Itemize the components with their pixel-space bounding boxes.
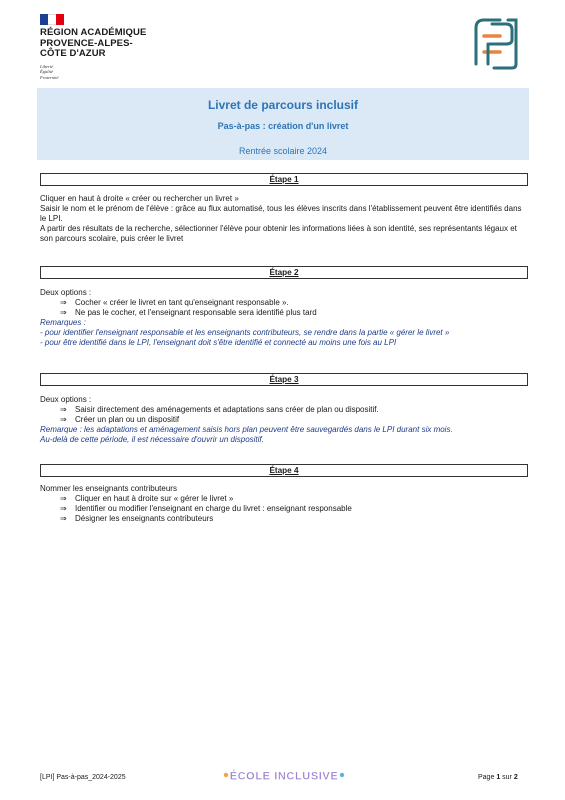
step-1-paragraph: Saisir le nom et le prénom de l'élève : grâce au flux automatisé, tous les élèves inscrits dans l'établissement peuvent être identifiés dans le LPI. <box>40 204 522 223</box>
region-line: PROVENCE-ALPES- <box>40 37 133 49</box>
footer-document-id: [LPI] Pas-à-pas_2024-2025 <box>40 774 126 781</box>
bullet-text: Cliquer en haut à droite sur « gérer le livret » <box>75 494 234 503</box>
arrow-right-icon: ⇒ <box>60 504 67 513</box>
step-4-header <box>40 464 528 477</box>
step-4-bullet <box>40 494 526 504</box>
bullet-text: Identifier ou modifier l'enseignant en charge du livret : enseignant responsable <box>75 504 352 513</box>
step-2-remark: - pour être identifié dans le LPI, l'enseignant doit s'être identifié et connecté au moins une fois au LPI <box>40 338 397 347</box>
bullet-text: Cocher « créer le livret en tant qu'enseignant responsable ». <box>75 298 289 307</box>
arrow-right-icon: ⇒ <box>60 514 67 523</box>
document-subtitle: Pas-à-pas : création d'un livret <box>217 121 349 131</box>
step-2-content <box>40 288 526 348</box>
step-4-label: Étape 4 <box>269 466 299 475</box>
ecole-inclusive-text: ÉCOLE INCLUSIVE <box>229 770 339 783</box>
bullet-text: Ne pas le cocher, et l'enseignant responsable sera identifié plus tard <box>75 308 317 317</box>
page-number <box>478 774 518 781</box>
lpi-logo-icon <box>470 14 522 70</box>
arrow-right-icon: ⇒ <box>60 494 67 503</box>
region-name <box>40 28 146 60</box>
step-4-bullet <box>40 504 526 514</box>
step-3-bullet <box>40 415 526 425</box>
page-prefix: Page <box>478 774 495 781</box>
step-1-label: Étape 1 <box>269 175 299 184</box>
title-box <box>37 88 529 160</box>
step-2-bullet <box>40 308 526 318</box>
step-2-label: Étape 2 <box>269 268 299 277</box>
motto-line: Liberté <box>40 64 53 69</box>
motto-line: Égalité <box>40 69 53 75</box>
step-3-label: Étape 3 <box>269 375 299 384</box>
page-total: 2 <box>513 774 518 781</box>
ecole-inclusive-logo <box>222 767 346 783</box>
bullet-text: Saisir directement des aménagements et adaptations sans créer de plan ou dispositif. <box>75 405 379 414</box>
step-3-remark: Au-delà de cette période, il est nécessaire d'ouvrir un dispositif. <box>40 435 264 444</box>
decor-dot-icon <box>224 773 228 777</box>
step-1-header <box>40 173 528 186</box>
step-3-bullet <box>40 405 526 415</box>
step-3-header <box>40 373 528 386</box>
step-3-intro: Deux options : <box>40 395 92 404</box>
motto-line: Fraternité <box>40 74 59 80</box>
arrow-right-icon: ⇒ <box>60 415 67 424</box>
region-line: CÔTE D'AZUR <box>40 48 106 59</box>
step-4-content <box>40 484 526 524</box>
bullet-text: Désigner les enseignants contributeurs <box>75 514 214 523</box>
document-title: Livret de parcours inclusif <box>207 98 359 112</box>
step-2-remark: - pour identifier l'enseignant responsable et les enseignants contributeurs, se rendre dans la partie « gérer le livret » <box>40 328 450 337</box>
french-flag-icon <box>40 14 64 25</box>
step-2-intro: Deux options : <box>40 288 92 297</box>
step-3-content <box>40 395 526 445</box>
arrow-right-icon: ⇒ <box>60 298 67 307</box>
step-4-bullet <box>40 514 526 524</box>
step-1-paragraph: A partir des résultats de la recherche, sélectionner l'élève pour obtenir les informations liées à son identité, ses représentants légaux et son parcours scolaire, puis créer le livret <box>40 224 517 243</box>
page-middle: sur <box>502 774 512 781</box>
arrow-right-icon: ⇒ <box>60 308 67 317</box>
arrow-right-icon: ⇒ <box>60 405 67 414</box>
step-2-bullet <box>40 298 526 308</box>
page-current: 1 <box>496 774 501 781</box>
step-4-intro: Nommer les enseignants contributeurs <box>40 484 177 493</box>
step-1-paragraph: Cliquer en haut à droite « créer ou rechercher un livret » <box>40 194 239 203</box>
step-1-content <box>40 194 526 244</box>
step-2-remark-title: Remarques : <box>40 318 86 327</box>
page-header <box>40 14 530 84</box>
bullet-text: Créer un plan ou un dispositif <box>75 415 180 424</box>
republic-motto <box>40 64 59 80</box>
school-year: Rentrée scolaire 2024 <box>238 146 328 156</box>
region-line: RÉGION ACADÉMIQUE <box>40 27 147 38</box>
decor-dot-icon <box>340 773 344 777</box>
step-2-header <box>40 266 528 279</box>
step-3-remark: Remarque : les adaptations et aménagement saisis hors plan peuvent être sauvegardés dans le LPI durant six mois. <box>40 425 453 434</box>
